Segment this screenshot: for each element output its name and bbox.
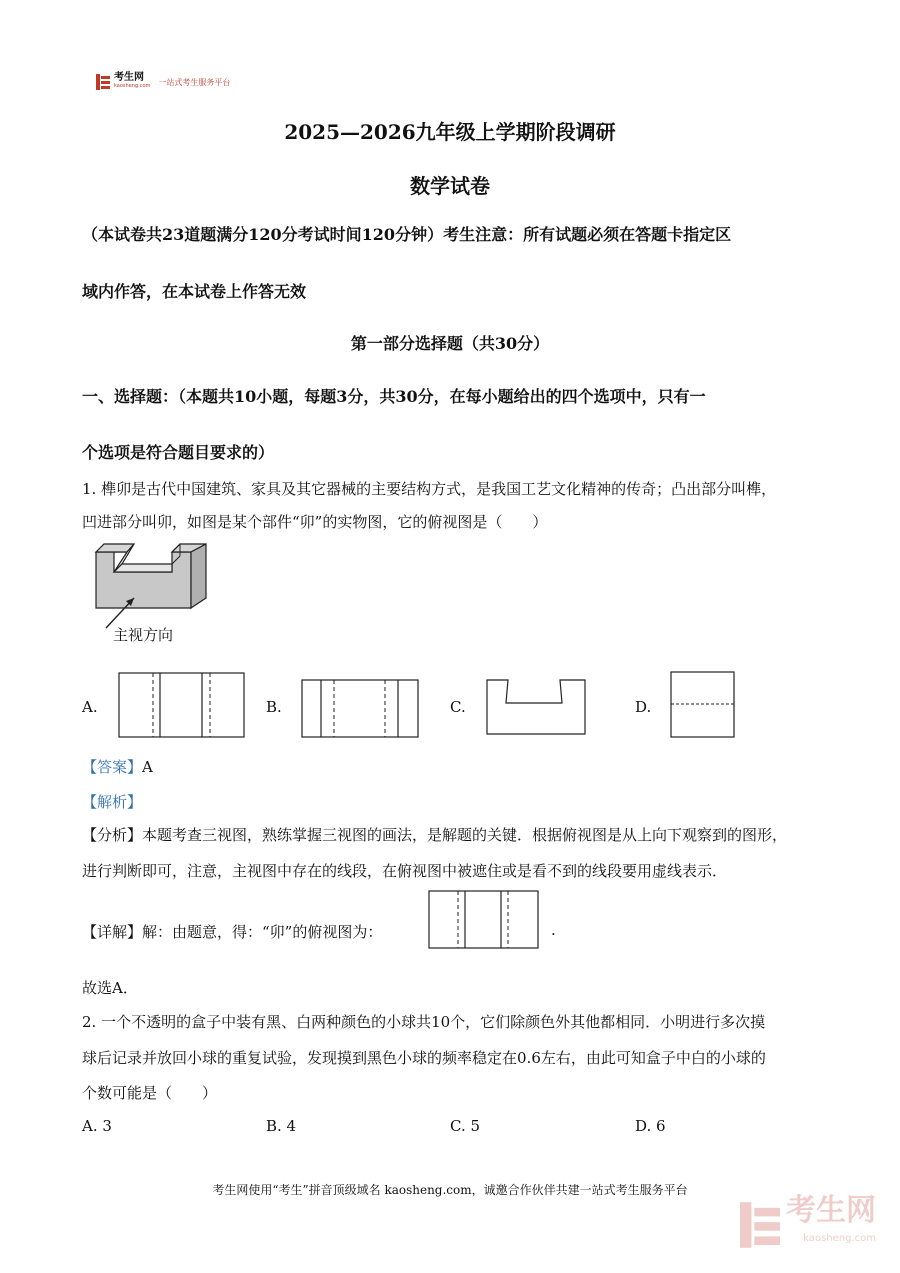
exam-notice-line1: （本试卷共23道题满分120分考试时间120分钟）考生注意：所有试题必须在答题卡指定区 bbox=[82, 225, 732, 244]
q1-option-c-label: C. bbox=[450, 698, 466, 716]
q2-stem-line3: 个数可能是（ ） bbox=[82, 1084, 218, 1102]
q1-conclusion: 故选A． bbox=[82, 979, 138, 997]
logo-name: 考生网 kaosheng.com bbox=[114, 72, 151, 89]
section-heading-line1: 一、选择题：（本题共10小题，每题3分，共30分，在每小题给出的四个选项中，只有一 bbox=[82, 387, 706, 406]
page-footer: 考生网使用“考生”拼音顶级域名 kaosheng.com，诚邀合作伙伴共建一站式考生服务平台 bbox=[212, 1183, 688, 1197]
watermark bbox=[740, 1193, 876, 1253]
site-logo bbox=[96, 73, 230, 91]
q1-option-b-figure bbox=[301, 679, 419, 739]
analysis-tag: 【解析】 bbox=[82, 793, 143, 811]
q1-option-d-figure bbox=[670, 671, 736, 739]
q1-option-a-figure bbox=[118, 672, 245, 739]
q1-option-b-label: B. bbox=[266, 698, 282, 716]
section-heading-line2: 个选项是符合题目要求的） bbox=[82, 443, 275, 462]
q2-option-a: A. 3 bbox=[82, 1117, 112, 1135]
q1-option-d-label: D. bbox=[635, 698, 652, 716]
q1-detail-figure bbox=[428, 890, 539, 950]
q1-answer bbox=[82, 756, 153, 777]
q1-option-a-label: A. bbox=[82, 698, 98, 716]
q1-option-c-figure bbox=[486, 677, 587, 736]
q1-stem-line1: 1. 榫卯是古代中国建筑、家具及其它器械的主要结构方式，是我国工艺文化精神的传奇；凸出部分叫榫， bbox=[82, 480, 777, 498]
watermark-text: 考生网 kaosheng.com bbox=[786, 1193, 876, 1244]
answer-value: A bbox=[142, 758, 153, 776]
q1-stem-line2: 凹进部分叫卯，如图是某个部件“卯”的实物图，它的俯视图是（ ） bbox=[82, 513, 548, 531]
logo-slogan: 一站式考生服务平台 bbox=[158, 77, 231, 87]
exam-title: 2025—2026九年级上学期阶段调研 bbox=[284, 120, 616, 144]
answer-tag: 【答案】 bbox=[82, 758, 143, 776]
q2-option-d: D. 6 bbox=[635, 1117, 666, 1135]
q1-detail-period: . bbox=[551, 921, 556, 939]
q2-stem-line2: 球后记录并放回小球的重复试验，发现摸到黑色小球的频率稳定在0.6左右，由此可知盒子中白的小球的 bbox=[82, 1049, 766, 1067]
q1-detail: 【详解】解：由题意，得：“卯”的俯视图为： bbox=[82, 923, 383, 941]
q2-option-b: B. 4 bbox=[266, 1117, 297, 1135]
watermark-logo-icon bbox=[740, 1202, 780, 1248]
part-heading: 第一部分选择题（共30分） bbox=[350, 334, 550, 353]
exam-notice-line2: 域内作答，在本试卷上作答无效 bbox=[82, 282, 307, 301]
q2-stem-line1: 2. 一个不透明的盒子中装有黑、白两种颜色的小球共10个，它们除颜色外其他都相同．小明进行多次摸 bbox=[82, 1013, 766, 1031]
view-direction-label: 主视方向 bbox=[113, 626, 174, 644]
kaosheng-logo-icon bbox=[96, 74, 110, 90]
q1-fenxi-line1: 【分析】本题考查三视图，熟练掌握三视图的画法，是解题的关键．根据俯视图是从上向下观察到的图形， bbox=[82, 826, 788, 844]
q1-fenxi-line2: 进行判断即可，注意，主视图中存在的线段，在俯视图中被遮住或是看不到的线段要用虚线表示． bbox=[82, 862, 728, 880]
q2-option-c: C. 5 bbox=[450, 1117, 481, 1135]
exam-subtitle: 数学试卷 bbox=[410, 174, 490, 198]
